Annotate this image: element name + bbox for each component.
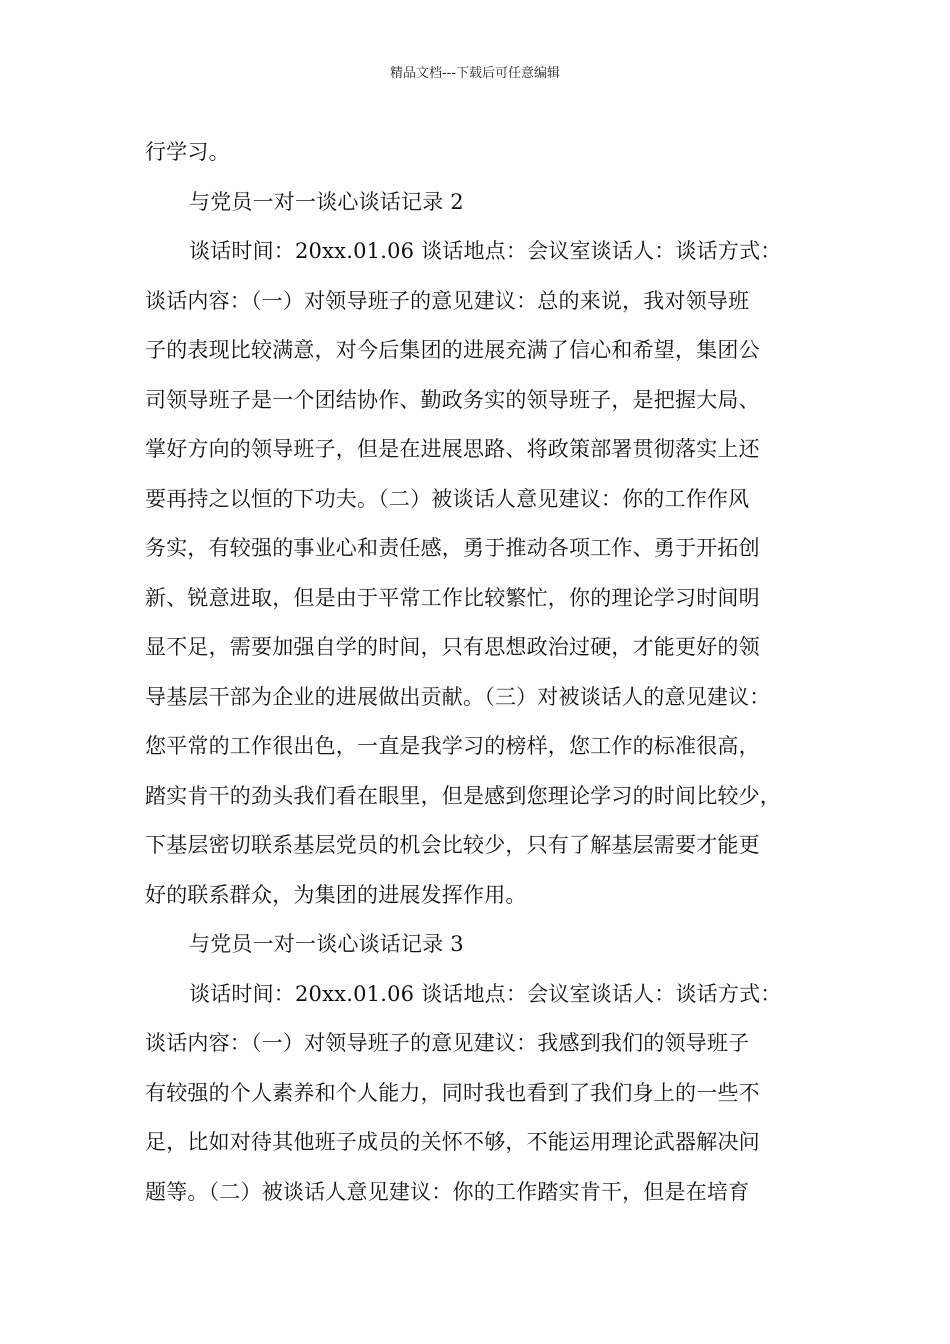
text-line: 您平常的工作很出色，一直是我学习的榜样，您工作的标准很高， bbox=[145, 734, 760, 758]
text-line: 导基层干部为企业的进展做出贡献。（三）对被谈话人的意见建议： bbox=[145, 684, 771, 709]
text-line: 谈话时间：20xx.01.06 谈话地点：会议室谈话人：谈话方式： bbox=[189, 981, 782, 1006]
text-line: 要再持之以恒的下功夫。（二）被谈话人意见建议：你的工作作风 bbox=[145, 486, 750, 511]
text-line: 踏实肯干的劲头我们看在眼里，但是感到您理论学习的时间比较少， bbox=[145, 783, 781, 808]
text-line: 有较强的个人素养和个人能力，同时我也看到了我们身上的一些不 bbox=[145, 1080, 760, 1105]
page-header: 精品文档---下载后可任意编辑 bbox=[389, 66, 561, 81]
text-line: 下基层密切联系基层党员的机会比较少，只有了解基层需要才能更 bbox=[145, 833, 760, 857]
text-line: 务实，有较强的事业心和责任感，勇于推动各项工作、勇于开拓创 bbox=[145, 536, 760, 560]
text-line: 谈话内容：（一）对领导班子的意见建议：我感到我们的领导班子 bbox=[145, 1031, 750, 1055]
text-line: 行学习。 bbox=[145, 140, 230, 164]
text-line: 新、锐意进取，但是由于平常工作比较繁忙，你的理论学习时间明 bbox=[145, 585, 760, 610]
text-line: 司领导班子是一个团结协作、勤政务实的领导班子，是把握大局、 bbox=[145, 387, 760, 412]
text-line: 足，比如对待其他班子成员的关怀不够，不能运用理论武器解决问 bbox=[145, 1130, 760, 1154]
text-line: 谈话内容：（一）对领导班子的意见建议：总的来说，我对领导班 bbox=[145, 288, 750, 313]
section-heading: 与党员一对一谈心谈话记录 3 bbox=[189, 932, 464, 956]
text-line: 谈话时间：20xx.01.06 谈话地点：会议室谈话人：谈话方式： bbox=[189, 239, 782, 263]
document-body bbox=[145, 128, 825, 1217]
text-line: 掌好方向的领导班子，但是在进展思路、将政策部署贯彻落实上还 bbox=[145, 437, 760, 461]
section-heading: 与党员一对一谈心谈话记录 2 bbox=[189, 189, 464, 214]
text-line: 显不足，需要加强自学的时间，只有思想政治过硬，才能更好的领 bbox=[145, 635, 760, 659]
text-line: 子的表现比较满意，对今后集团的进展充满了信心和希望，集团公 bbox=[145, 338, 760, 362]
text-line: 题等。（二）被谈话人意见建议：你的工作踏实肯干，但是在培育 bbox=[145, 1179, 750, 1204]
text-line: 好的联系群众，为集团的进展发挥作用。 bbox=[145, 882, 527, 907]
